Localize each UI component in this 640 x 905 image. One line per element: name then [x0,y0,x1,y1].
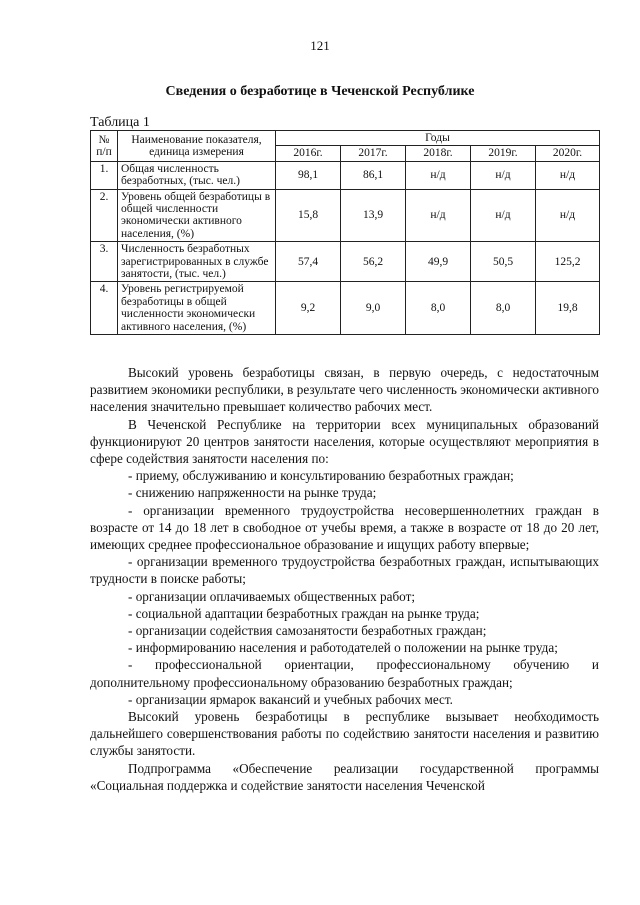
table-caption: Таблица 1 [90,115,150,130]
table-cell: н/д [471,189,536,242]
list-item: - приему, обслуживанию и консультированию безработных граждан; [128,468,514,484]
table-header-row [91,131,600,146]
header-number: № п/п [91,131,118,162]
table-row [91,282,600,335]
row-number: 3. [91,242,118,282]
table-row [91,161,600,189]
table-cell: 9,0 [341,282,406,335]
row-number: 4. [91,282,118,335]
list-item: - организации оплачиваемых общественных работ; [128,588,416,604]
paragraph: Подпрограмма «Обеспечение реализации государственной программы «Социальная поддержка и содействие занятости населения Чеченской [90,760,599,793]
table-cell: 98,1 [276,161,341,189]
table-cell: 9,2 [276,282,341,335]
page-number: 121 [310,38,330,53]
indicator-name: Уровень общей безработицы в общей численности экономически активного населения, (%) [118,189,276,242]
table-cell: 86,1 [341,161,406,189]
table-cell: 57,4 [276,242,341,282]
table-cell: н/д [536,161,600,189]
year-header: 2017г. [341,146,406,161]
document-title: Сведения о безработице в Чеченской Республике [165,84,475,99]
header-indicator-name: Наименование показателя, единица измерения [118,131,276,162]
table-cell: 19,8 [536,282,600,335]
table-cell: 15,8 [276,189,341,242]
list-item: - организации ярмарок вакансий и учебных рабочих мест. [128,691,453,707]
table-cell: н/д [406,189,471,242]
list-item: - организации временного трудоустройства несовершеннолетних граждан в возрасте от 14 до 18 лет в свободное от учебы время, а также в возрасте от 18 до 20 лет, имеющих среднее профессиональное образование и ищущих работу впервые; [90,502,599,553]
table-cell: 56,2 [341,242,406,282]
table-row [91,189,600,242]
list-item: - организации временного трудоустройства безработных граждан, испытывающих трудности в поиске работы; [90,554,599,587]
indicator-name: Уровень регистрируемой безработицы в общей численности экономически активного населения, (%) [118,282,276,335]
table-cell: 125,2 [536,242,600,282]
indicator-name: Численность безработных зарегистрированных в службе занятости, (тыс. чел.) [118,242,276,282]
row-number: 2. [91,189,118,242]
list-item: - информированию населения и работодателей о положении на рынке труда; [128,640,558,656]
list-item: - профессиональной ориентации, профессиональному обучению и дополнительному профессиональному образованию безработных граждан; [90,657,599,690]
year-header: 2018г. [406,146,471,161]
table-cell: 13,9 [341,189,406,242]
year-header: 2020г. [536,146,600,161]
year-header: 2019г. [471,146,536,161]
paragraph: Высокий уровень безработицы связан, в первую очередь, с недостаточным развитием экономики республики, в результате чего численность экономически активного населения значительно превышает количество рабочих мест. [90,365,599,415]
table-cell: н/д [471,161,536,189]
unemployment-table [90,130,600,335]
table-cell: 49,9 [406,242,471,282]
list-item: - снижению напряженности на рынке труда; [128,485,377,501]
table-row [91,242,600,282]
list-item: - организации содействия самозанятости безработных граждан; [128,623,487,639]
row-number: 1. [91,161,118,189]
table-cell: н/д [536,189,600,242]
paragraph: В Чеченской Республике на территории всех муниципальных образований функционируют 20 центров занятости населения, которые осуществляют мероприятия в сфере содействия занятости населения по: [90,416,599,467]
table-cell: 8,0 [471,282,536,335]
year-header: 2016г. [276,146,341,161]
table-cell: 8,0 [406,282,471,335]
header-years: Годы [276,131,600,146]
table-cell: 50,5 [471,242,536,282]
indicator-name: Общая численность безработных, (тыс. чел.) [118,161,276,189]
list-item: - социальной адаптации безработных граждан на рынке труда; [128,605,480,621]
body-text [90,364,599,794]
table-cell: н/д [406,161,471,189]
paragraph: Высокий уровень безработицы в республике вызывает необходимость дальнейшего совершенствования работы по содействию занятости населения и развитию службы занятости. [90,709,599,759]
